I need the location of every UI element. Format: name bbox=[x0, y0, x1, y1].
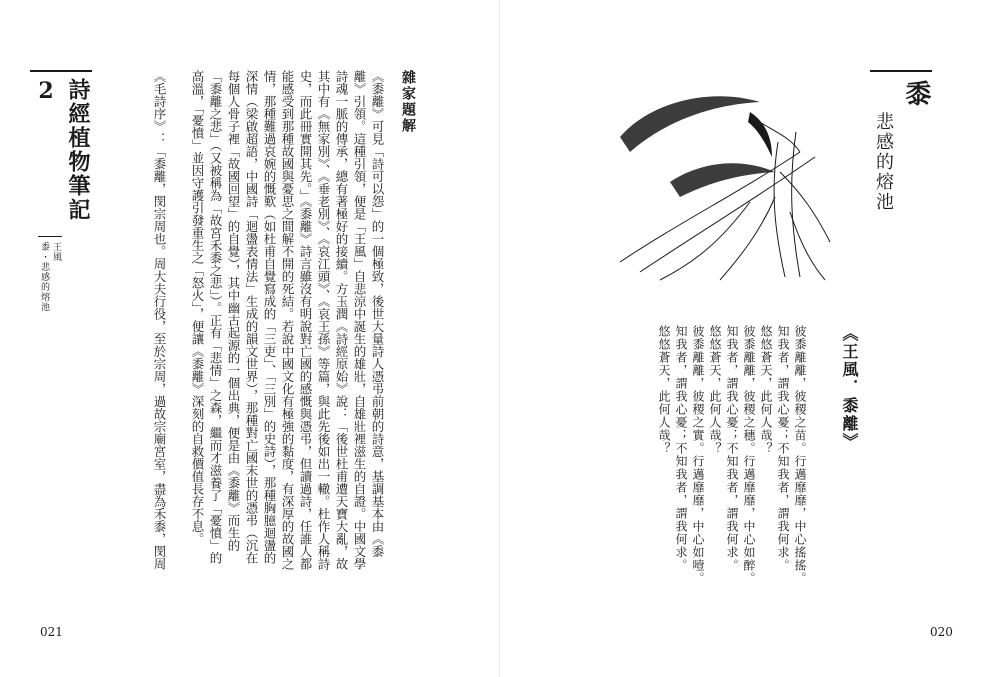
poem-title: 《王風．黍離》 bbox=[840, 325, 859, 451]
seed-head-3 bbox=[748, 112, 772, 157]
leaf-4 bbox=[780, 172, 830, 242]
book-gutter bbox=[499, 0, 500, 677]
page-number-right: 020 bbox=[930, 625, 953, 639]
section-heading: 雜家題解 bbox=[400, 70, 416, 134]
poem-line-5: 知我者，謂我心憂；不知我者，謂我何求。 bbox=[725, 325, 739, 572]
stalk-4 bbox=[792, 132, 800, 277]
book-title-rule bbox=[30, 70, 92, 72]
essay-paragraph-1: 《黍離》可見「詩可以怨」的一個極致，後世大量詩人憑弔前朝的詩意，基調基本由《黍離》引領。這種引領，便是「王風」自悲涼中誕生的雄壯，自雄壯裡滋生的自證。中國文學詩魂一脈的傳承，總有著極好的接續。方玉潤《詩經原始》說：「後世杜甫遭天寶大亂，故其中有《無家別》、《垂老別》、《哀江頭》、《哀王孫》等篇，與此先後如出一轍。杜作人稱詩史，而此冊實開其先。」《黍離》詩言雖沒有明說對亡國的感慨與憑弔，但讀過詩，任誰人都能感受到那種故國與憂思之間解不開的死結。若說中國文化有極強的黏度，有深厚的故國之情，那種難過哀婉的慨歎（如杜甫自覺寫成的「三吏」、「三別」的史詩），那種胸臆迴盪的深情（梁啟超語，中國詩「迴盪表情法」生成的韻文世界），那種對亡國末世的憑弔（沉在每個人骨子裡「故國回望」的自覺），其中幽古起源的一個出典，便是由《黍離》而生的「黍離之悲」（又被稱為「故宮禾黍之悲」）。正有「悲情」之森，繼而才滋養了「憂憤」的高溫，「憂憤」並因守護引發重生之「怒火」，便讓《黍離》深刻的自救價值長存不息。 bbox=[190, 70, 385, 570]
poem-line-3: 悠悠蒼天，此何人哉？ bbox=[759, 325, 773, 455]
poem-line-1: 彼黍離離，彼稷之苗。行邁靡靡，中心搖搖。 bbox=[793, 325, 807, 585]
essay-paragraph-2: 《毛詩序》：「黍離，閔宗周也。周大夫行役，至於宗周，過故宗廟宮室，盡為禾黍，閔周 bbox=[152, 70, 167, 570]
page-number-left: 021 bbox=[40, 625, 63, 639]
book-title: 詩經植物筆記2 bbox=[33, 78, 91, 222]
poem-line-7: 彼黍離離，彼稷之實。行邁靡靡，中心如噎。 bbox=[691, 325, 705, 585]
poem-line-9: 悠悠蒼天，此何人哉？ bbox=[657, 325, 671, 455]
poem-line-4: 彼黍離離，彼稷之穗。行邁靡靡，中心如醉。 bbox=[742, 325, 756, 585]
millet-plant-illustration bbox=[600, 82, 840, 282]
chapter-subtitle: 悲感的熔池 bbox=[873, 112, 894, 212]
essay-text bbox=[150, 70, 386, 570]
seed-head-2 bbox=[670, 163, 775, 197]
chapter-character: 黍 bbox=[901, 80, 931, 106]
book-subtitle-rule bbox=[38, 236, 62, 237]
leaf-2 bbox=[720, 197, 775, 280]
leaf-1 bbox=[660, 202, 750, 280]
poem-line-6: 悠悠蒼天，此何人哉？ bbox=[708, 325, 722, 455]
seed-head-1 bbox=[620, 96, 760, 152]
book-subtitle: 王風 黍・悲感的熔池 bbox=[39, 242, 61, 312]
chapter-rule bbox=[870, 70, 932, 72]
poem-line-8: 知我者，謂我心憂；不知我者，謂我何求。 bbox=[674, 325, 688, 572]
poem-line-2: 知我者，謂我心憂；不知我者，謂我何求。 bbox=[776, 325, 790, 572]
poem-text bbox=[655, 325, 808, 585]
